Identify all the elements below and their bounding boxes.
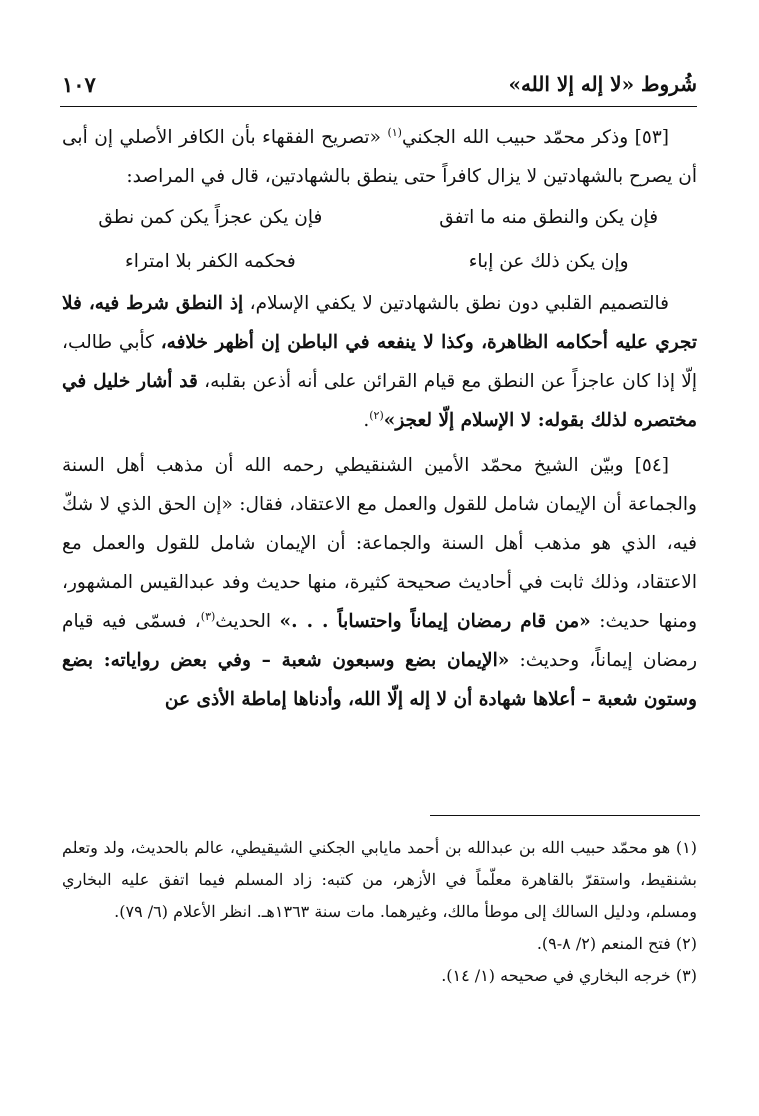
- paragraph-53-continued: [62, 284, 697, 440]
- paragraph-53b-lead: فالتصميم القلبي دون نطق بالشهادتين لا يكفي الإسلام،: [243, 293, 669, 314]
- paragraph-53b-bold-2: قد أشار خليل في مختصره لذلك بقوله: لا الإسلام إلّا لعجز»: [62, 371, 697, 431]
- verse-line-2: [62, 240, 697, 284]
- hadith-ramadan-quote: «من قام رمضان إيماناً واحتساباً . . .»: [279, 611, 591, 632]
- paragraph-53-lead: [٥٣] وذكر محمّد حبيب الله الجكني: [401, 127, 669, 148]
- page-header: [60, 70, 697, 107]
- footnote-3: [62, 960, 697, 992]
- footnote-3-number: (٣): [675, 966, 697, 985]
- paragraph-53b-mid: كأبي طالب، إلّا إذا كان عاجزاً عن النطق مع قيام القرائن على أنه أذعن بقلبه،: [62, 332, 697, 392]
- footnote-2-text: فتح المنعم (٢/ ٨-٩).: [536, 934, 671, 953]
- footnote-ref-3[interactable]: (٣): [200, 609, 216, 623]
- paragraph-54: [62, 446, 697, 719]
- verse-2-second-hemistich: فحكمه الكفر بلا امتراء: [125, 251, 296, 272]
- verse-line-1: [62, 196, 697, 240]
- paragraph-53: [62, 118, 697, 196]
- main-text: [62, 118, 697, 719]
- footnotes: [62, 832, 697, 992]
- paragraph-54-lead: [٥٤] وبيّن الشيخ محمّد الأمين الشنقيطي رحمه الله أن مذهب أهل السنة والجماعة أن الإيمان شامل للقول والعمل مع الاعتقاد، فقال: «إن الحق الذي لا شكّ فيه، الذي هو مذهب أهل السنة والجماعة: أن الإيمان شامل للقول والعمل مع الاعتقاد، وذلك ثابت في أحاديث صحيحة كثيرة، منها حديث وفد عبدالقيس المشهور، ومنها حديث:: [62, 455, 698, 632]
- footnote-3-text: خرجه البخاري في صحيحه (١/ ١٤).: [441, 966, 671, 985]
- page-number: ١٠٧: [62, 72, 96, 97]
- footnote-2: [62, 928, 697, 960]
- hadith-iman-quote: «الإيمان بضع وسبعون شعبة – وفي بعض رواياته: بضع وستون شعبة – أعلاها شهادة أن لا إله إلّا الله، وأدناها إماطة الأذى عن: [62, 650, 697, 710]
- footnote-ref-1[interactable]: (١): [387, 125, 402, 139]
- verse-1-second-hemistich: فإن يكن عجزاً يكن كمن نطق: [98, 207, 323, 228]
- paragraph-53-text: «تصريح الفقهاء بأن الكافر الأصلي إن أبى أن يصرح بالشهادتين لا يزال كافراً حتى ينطق بالشهادتين، قال في المراصد:: [62, 127, 697, 187]
- paragraph-54-mid-2: ، فسمّى فيه قيام رمضان إيماناً، وحديث:: [62, 611, 698, 671]
- paragraph-54-mid-1: الحديث: [215, 611, 280, 632]
- paragraph-53b-end: .: [363, 410, 370, 431]
- verse-1-first-hemistich: فإن يكن والنطق منه ما اتفق: [439, 207, 659, 228]
- footnote-2-number: (٢): [675, 934, 697, 953]
- footnote-1: [62, 832, 697, 928]
- footnote-1-text: هو محمّد حبيب الله بن عبدالله بن أحمد مايابي الجكني الشيقيطي، عالم بالحديث، ولد وتعلم بشنقيط، واستقرّ بالقاهرة معلّماً في الأزهر، من كتبه: زاد المسلم فيما اتفق عليه البخاري ومسلم، ودليل السالك إلى موطأ مالك، وغيرهما. مات سنة ١٣٦٣هـ. انظر الأعلام (٦/ ٧٩).: [62, 838, 697, 921]
- running-title: شُروط «لا إله إلا الله»: [508, 72, 697, 96]
- footnote-divider: [430, 815, 700, 816]
- verse-2-first-hemistich: وإن يكن ذلك عن إباء: [468, 251, 629, 272]
- footnote-1-number: (١): [675, 838, 697, 857]
- paragraph-53b-bold-1: إذ النطق شرط فيه، فلا تجري عليه أحكامه الظاهرة، وكذا لا ينفعه في الباطن إن أظهر خلافه،: [62, 293, 697, 353]
- footnote-ref-2[interactable]: (٢): [369, 408, 384, 422]
